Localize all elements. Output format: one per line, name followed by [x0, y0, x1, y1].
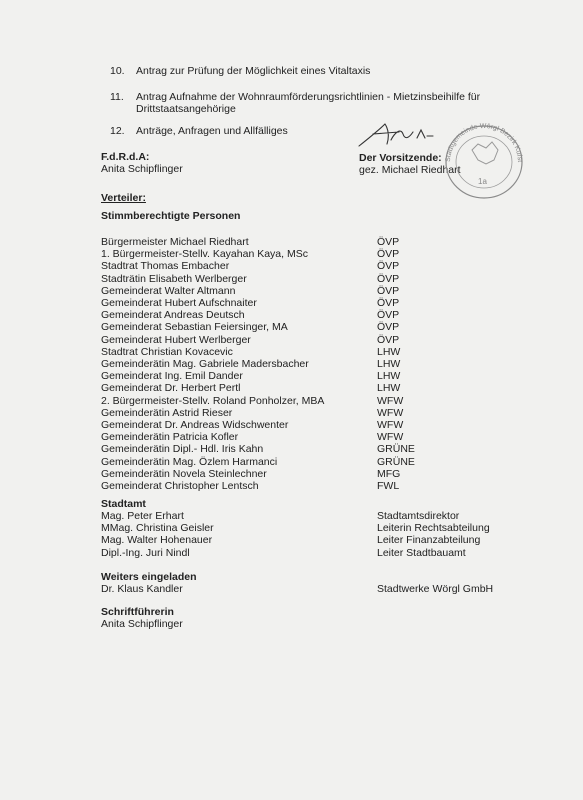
invited-heading: Weiters eingeladen [101, 571, 197, 583]
member-name: Gemeinderat Ing. Emil Dander [101, 370, 243, 383]
member-name: Bürgermeister Michael Riedhart [101, 236, 249, 248]
chair-label: Der Vorsitzende: [359, 152, 442, 164]
member-party: LHW [377, 345, 401, 358]
member-row [101, 260, 461, 272]
member-party: LHW [377, 358, 401, 370]
recorder-name: Anita Schipflinger [101, 618, 183, 630]
member-party: LHW [377, 370, 401, 383]
member-row [101, 285, 461, 297]
member-party: ÖVP [377, 333, 400, 346]
member-name: Gemeinderat Andreas Deutsch [101, 309, 245, 322]
member-party: ÖVP [377, 284, 400, 297]
member-name: 2. Bürgermeister-Stellv. Roland Ponholzer, MBA [101, 394, 325, 407]
member-name: Gemeinderätin Patricia Kofler [101, 431, 239, 444]
invited-list [101, 583, 531, 597]
member-name: Stadträtin Elisabeth Werlberger [101, 272, 247, 285]
member-name: Gemeinderat Dr. Herbert Pertl [101, 382, 241, 395]
staff-name: Mag. Peter Erhart [101, 510, 184, 522]
staff-role: Stadtamtsdirektor [377, 510, 460, 522]
member-name: 1. Bürgermeister-Stellv. Kayahan Kaya, MSc [101, 248, 308, 261]
member-name: Gemeinderätin Mag. Gabriele Madersbacher [101, 358, 309, 370]
member-row [101, 370, 461, 382]
member-row [101, 468, 461, 480]
staff-role: Stadtwerke Wörgl GmbH [377, 583, 494, 595]
member-row [101, 382, 461, 394]
svg-text:Stadtgemeinde Wörgl Bezirk Kuf: Stadtgemeinde Wörgl Bezirk Kufst [444, 122, 524, 163]
member-party: ÖVP [377, 297, 400, 309]
staff-row [101, 547, 521, 559]
staff-name: MMag. Christina Geisler [101, 522, 214, 535]
member-party: WFW [377, 431, 404, 444]
staff-role: Leiterin Rechtsabteilung [377, 522, 490, 535]
stadtamt-list [101, 510, 531, 560]
agenda-text: Antrag Aufnahme der Wohnraumförderungsrichtlinien - Mietzinsbeihilfe für [136, 91, 481, 103]
agenda-number: 12. [110, 125, 125, 137]
member-row [101, 395, 461, 407]
staff-row [101, 583, 521, 595]
member-party: GRÜNE [377, 455, 415, 468]
chair-name: gez. Michael Riedhart [359, 164, 461, 176]
recorder-heading: Schriftführerin [101, 606, 174, 618]
agenda-text-continued: Drittstaatsangehörige [136, 103, 236, 115]
member-party: ÖVP [377, 272, 400, 285]
member-party: ÖVP [377, 321, 400, 334]
member-name: Gemeinderätin Astrid Rieser [101, 406, 233, 419]
member-row [101, 321, 461, 333]
member-row [101, 456, 461, 468]
staff-name: Mag. Walter Hohenauer [101, 534, 213, 547]
voting-members-heading: Stimmberechtigte Personen [101, 210, 241, 222]
member-party: ÖVP [377, 309, 400, 322]
member-party: FWL [377, 480, 400, 492]
staff-role: Leiter Stadtbauamt [377, 546, 466, 559]
member-party: ÖVP [377, 248, 400, 261]
member-name: Stadtrat Christian Kovacevic [101, 345, 233, 358]
member-name: Gemeinderätin Mag. Özlem Harmanci [101, 455, 278, 468]
agenda-text: Antrag zur Prüfung der Möglichkeit eines Vitaltaxis [136, 65, 371, 77]
staff-role: Leiter Finanzabteilung [377, 534, 481, 547]
official-stamp [438, 120, 530, 200]
staff-name: Dipl.-Ing. Juri Nindl [101, 546, 190, 559]
member-party: ÖVP [377, 236, 400, 248]
voting-members-list [101, 236, 481, 492]
handwritten-signature [355, 120, 440, 150]
member-name: Stadtrat Thomas Embacher [101, 260, 230, 273]
agenda-number: 11. [110, 91, 124, 103]
member-row [101, 358, 461, 370]
member-name: Gemeinderätin Dipl.- Hdl. Iris Kahn [101, 443, 264, 456]
member-row [101, 346, 461, 358]
member-name: Gemeinderat Dr. Andreas Widschwenter [101, 419, 289, 431]
member-row [101, 309, 461, 321]
agenda-text: Anträge, Anfragen und Allfälliges [136, 125, 288, 137]
member-row [101, 248, 461, 260]
staff-row [101, 522, 521, 534]
member-party: LHW [377, 382, 401, 395]
fdrda-name: Anita Schipflinger [101, 163, 183, 175]
member-name: Gemeinderat Hubert Aufschnaiter [101, 297, 257, 309]
member-name: Gemeinderat Christopher Lentsch [101, 480, 259, 492]
verteiler-heading: Verteiler: [101, 192, 146, 204]
member-row [101, 431, 461, 443]
member-name: Gemeinderätin Novela Steinlechner [101, 467, 267, 480]
member-party: MFG [377, 467, 401, 480]
member-row [101, 407, 461, 419]
member-name: Gemeinderat Walter Altmann [101, 284, 236, 297]
member-row [101, 480, 461, 492]
svg-text:1a: 1a [478, 177, 487, 186]
agenda-number: 10. [110, 65, 125, 77]
staff-name: Dr. Klaus Kandler [101, 583, 183, 595]
member-row [101, 334, 461, 346]
fdrda-label: F.d.R.d.A: [101, 151, 150, 163]
staff-row [101, 510, 521, 522]
member-row [101, 236, 461, 248]
member-row [101, 273, 461, 285]
member-party: GRÜNE [377, 443, 415, 456]
member-name: Gemeinderat Sebastian Feiersinger, MA [101, 321, 288, 334]
member-row [101, 419, 461, 431]
member-name: Gemeinderat Hubert Werlberger [101, 333, 251, 346]
member-party: WFW [377, 406, 404, 419]
stadtamt-heading: Stadtamt [101, 498, 146, 510]
member-party: WFW [377, 419, 404, 431]
member-row [101, 297, 461, 309]
staff-row [101, 534, 521, 546]
member-party: ÖVP [377, 260, 400, 273]
member-party: WFW [377, 394, 404, 407]
member-row [101, 443, 461, 455]
